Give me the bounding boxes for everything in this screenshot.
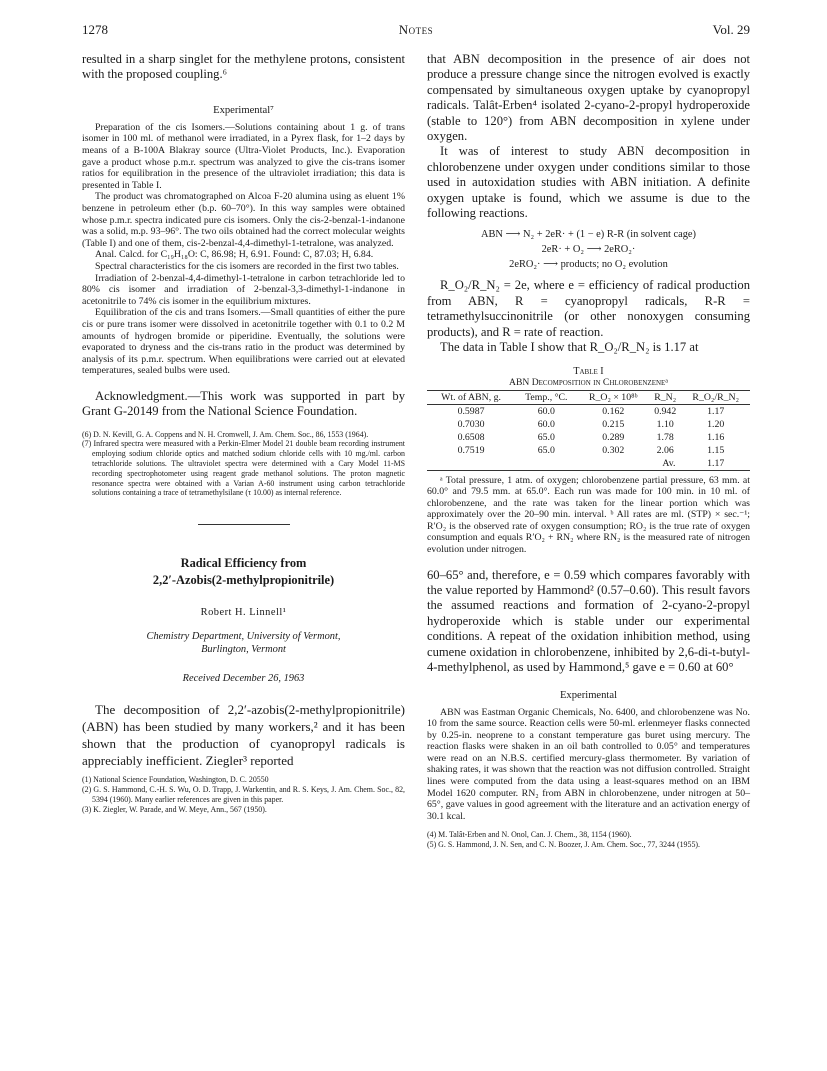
- right-paragraph-4: The data in Table I show that R_O₂/R_N₂ is 1.17 at: [440, 340, 699, 355]
- experimental-heading: Experimental⁷: [213, 104, 274, 116]
- table-cell: 1.78: [656, 431, 674, 443]
- table-cell: 0.5987: [457, 405, 485, 417]
- right-column: [427, 52, 750, 850]
- table-average-label: Av.: [662, 457, 676, 469]
- table-cell: 1.15: [707, 444, 725, 456]
- table-label: Table I: [573, 365, 604, 377]
- right-paragraph-2: It was of interest to study ABN decomposition in chlorobenzene under oxygen under conditions similar to those used in autoxidation studies with ABN initiation. A definite oxygen uptake is found, which we assume is due to the following reactions.: [427, 144, 750, 221]
- table-cell: 1.10: [656, 418, 674, 430]
- affiliation-line-1: Chemistry Department, University of Vermont,: [146, 631, 341, 643]
- chromatography-paragraph: The product was chromatographed on Alcoa F-20 alumina using as eluent 1% benzene in petroleum ether (b.p. 60–70°). In this way samples were obtained whose p.m.r. spectra indicated pure cis isomers. Only the cis-2-benzal-1-indanone was a solid, m.p. 93–96°. The two oils obtained had the correct molecular weights (Table I) and one of them, cis-2-benzal-4,4-dimethyl-1-tetralone, was analyzed.: [82, 191, 405, 249]
- table-cell: 1.17: [707, 405, 725, 417]
- table-cell: 0.6508: [457, 431, 485, 443]
- table-cell: 65.0: [537, 444, 555, 456]
- footnote-4: (4) M. Talât-Erben and N. Onol, Can. J. Chem., 38, 1154 (1960).: [427, 830, 632, 840]
- table-header-row: [427, 390, 750, 404]
- acknowledgment-paragraph: Acknowledgment.—This work was supported in part by Grant G-20149 from the National Science Foundation.: [82, 388, 405, 419]
- table-header-cell: R_N₂: [649, 390, 681, 404]
- table-cell: 0.162: [602, 405, 625, 417]
- experimental-paragraph: ABN was Eastman Organic Chemicals, No. 6400, and chlorobenzene was No. 10 from the same source. Reaction cells were 50-ml. erlenmeyer flasks connected by 0.25-in. neoprene to a constant temperature gas buret using mercury. The reaction flasks were shaken in an oil bath controlled to 0.05° and temperatures were read on an N.B.S. certified mercury-glass thermometer. By variation of shaking rates, it was shown that the reaction was not diffusion controlled. Straight lines were computed from the data using a least-squares method on an IBM Model 1620 computer. RN₂ from ABN in chlorobenzene, under nitrogen at 50–65°, gave values in good agreement with the literature and an activation energy of 30.1 kcal.: [427, 706, 750, 822]
- table-cell: 60.0: [537, 405, 555, 417]
- irradiation-paragraph: Irradiation of 2-benzal-4,4-dimethyl-1-tetralone in carbon tetrachloride led to 80% cis isomer and irradiation of 2-benzal-3,3-dimethyl-1-indanone in acetonitrile to 74% cis isomer in the equilibrium mixtures.: [82, 272, 405, 307]
- analysis-paragraph: Anal. Calcd. for C₁₉H₁₈O: C, 86.98; H, 6.91. Found: C, 87.03; H, 6.84.: [95, 249, 374, 261]
- table-row: [427, 418, 750, 431]
- left-column: [82, 52, 405, 814]
- table-cell: 1.16: [707, 431, 725, 443]
- table-cell: 60.0: [537, 418, 555, 430]
- table-average-row: [427, 457, 750, 471]
- table-caption: ABN Decomposition in Chlorobenzeneᵃ: [509, 376, 668, 388]
- experimental-heading-2: Experimental: [559, 689, 618, 701]
- received-date: Received December 26, 1963: [182, 673, 305, 685]
- article-title-line-1: Radical Efficiency from: [180, 556, 307, 571]
- running-header: [82, 22, 750, 40]
- table-header-cell: Temp., °C.: [515, 390, 577, 404]
- footnote-5: (5) G. S. Hammond, J. N. Sen, and C. N. Boozer, J. Am. Chem. Soc., 77, 3244 (1955).: [427, 840, 700, 850]
- table-row: [427, 444, 750, 457]
- article-divider: [198, 524, 290, 525]
- volume-label: Vol. 29: [712, 22, 750, 37]
- table-header-cell: R_O₂/R_N₂: [681, 390, 750, 404]
- table-cell: 0.7519: [457, 444, 485, 456]
- footnote-2: (2) G. S. Hammond, C.-H. S. Wu, O. D. Trapp, J. Warkentin, and R. S. Keys, J. Am. Chem. Soc., 82, 5394 (1960). Many earlier references are given in this paper.: [82, 785, 405, 804]
- right-paragraph-3: R_O₂/R_N₂ = 2e, where e = efficiency of radical production from ABN, R = cyanopropyl radicals, R-R = tetramethylsuccinonitrile (or other nonoxygen consuming products), and R = rate of reaction.: [427, 278, 750, 339]
- table-header-cell: R_O₂ × 10⁸ᵇ: [578, 390, 650, 404]
- table-row: [427, 431, 750, 444]
- spectral-paragraph: Spectral characteristics for the cis isomers are recorded in the first two tables.: [95, 260, 399, 272]
- right-paragraph-5: 60–65° and, therefore, e = 0.59 which compares favorably with the value reported by Hammond² (0.57–0.60). This result favors the assumed reactions and formation of 2-cyano-2-propyl hydroperoxide which is stable under our experimental conditions. A repeat of the oxidation inhibition method, using cumene oxidation in chlorobenzene, inhibited by 2,6-di-t-butyl-4-methylphenol, as used by Hammond,⁵ gave e = 0.60 at 60°: [427, 567, 750, 675]
- table-cell: 0.215: [602, 418, 625, 430]
- author-name: Robert H. Linnell¹: [200, 607, 287, 619]
- table-cell: 65.0: [537, 431, 555, 443]
- page-number: 1278: [82, 22, 108, 37]
- table-cell: 0.942: [654, 405, 677, 417]
- table-cell: 1.20: [707, 418, 725, 430]
- equation-2: 2eR· + O₂ ⟶ 2eRO₂·: [541, 244, 636, 256]
- equation-1: ABN ⟶ N₂ + 2eR· + (1 − e) R-R (in solvent cage): [480, 229, 696, 241]
- equation-3: 2eRO₂· ⟶ products; no O₂ evolution: [509, 259, 668, 271]
- article-title-line-2: 2,2′-Azobis(2-methylpropionitrile): [152, 573, 335, 588]
- journal-section: Notes: [398, 22, 434, 37]
- footnote-1: (1) National Science Foundation, Washington, D. C. 20550: [82, 775, 269, 785]
- abstract-paragraph: The decomposition of 2,2′-azobis(2-methylpropionitrile) (ABN) has been studied by many workers,² and it has been shown that the production of cyanopropyl radicals is appreciably inefficient. Ziegler³ reported: [82, 702, 405, 769]
- table-row: [427, 404, 750, 418]
- intro-paragraph: resulted in a sharp singlet for the methylene protons, consistent with the proposed coupling.⁶: [82, 52, 405, 82]
- footnote-7: (7) Infrared spectra were measured with a Perkin-Elmer Model 21 double beam recording instrument employing sodium chloride optics and matched sodium chloride cells with 10 mg./ml. carbon tetrachloride solutions. The ultraviolet spectra were determined with a Cary Model 11-MS recording spectrophotometer using reagent grade methanol solutions. The proton magnetic resonance spectra were obtained with a Varian A-60 instrument using carbon tetrachloride solutions containing a trace of tetramethylsilane (τ 10.00) as internal reference.: [82, 439, 405, 498]
- table-average-value: 1.17: [707, 457, 725, 469]
- affiliation-line-2: Burlington, Vermont: [201, 644, 286, 656]
- table-cell: 2.06: [656, 444, 674, 456]
- table-note: ᵃ Total pressure, 1 atm. of oxygen; chlorobenzene partial pressure, 63 mm. at 60.0° and 79.5 mm. at 65.0°. Each run was made for 100 min. in 10 ml. of chlorobenzene, and the rate was taken for the linear portion which was approximately over the 20–90 min. interval. ᵇ All rates are ml. (STP) × sec.⁻¹; R′O₂ is the observed rate of oxygen consumption; RO₂ is the true rate of oxygen consumption and equals R′O₂ + RN₂ where RN₂ is the measured rate of nitrogen evolution under nitrogen.: [427, 474, 750, 556]
- table-cell: 0.7030: [457, 418, 485, 430]
- preparation-paragraph: Preparation of the cis Isomers.—Solutions containing about 1 g. of trans isomer in 100 ml. of methanol were irradiated, in a Pyrex flask, for 1–2 days by means of a B-100A Blakray source (Ultra-Violet Products, Inc.). Evaporation gave a product whose p.m.r. spectrum was analyzed to give the cis-trans isomer ratios for equilibration in the presence of the ultraviolet irradiation; this data is presented in Table I.: [82, 121, 405, 191]
- table-cell: 0.302: [602, 444, 625, 456]
- right-paragraph-1: that ABN decomposition in the presence of air does not produce a pressure change since the nitrogen evolved is exactly compensated by simultaneous oxygen uptake by cyanopropyl radicals. Talât-Erben⁴ isolated 2-cyano-2-propyl hydroperoxide (stable to 120°) from ABN decomposition in xylene under oxygen.: [427, 52, 750, 144]
- equilibration-paragraph: Equilibration of the cis and trans Isomers.—Small quantities of either the pure cis or pure trans isomer were dissolved in acetonitrile together with 0.1 to 0.2 M amounts of hydrogen bromide or piperidine. Eventually, the solutions were evaporated to dryness and the cis-trans ratio in the product was determined by analysis of its p.m.r. spectrum. When equilibrations were carried out at elevated temperatures, sealed bulbs were used.: [82, 307, 405, 377]
- footnote-3: (3) K. Ziegler, W. Parade, and W. Meye, Ann., 567 (1950).: [82, 804, 267, 814]
- footnote-6: (6) D. N. Kevill, G. A. Coppens and N. H. Cromwell, J. Am. Chem. Soc., 86, 1553 (1964).: [82, 429, 369, 439]
- table-header-cell: Wt. of ABN, g.: [427, 390, 515, 404]
- abn-table: [427, 390, 750, 471]
- table-cell: 0.289: [602, 431, 625, 443]
